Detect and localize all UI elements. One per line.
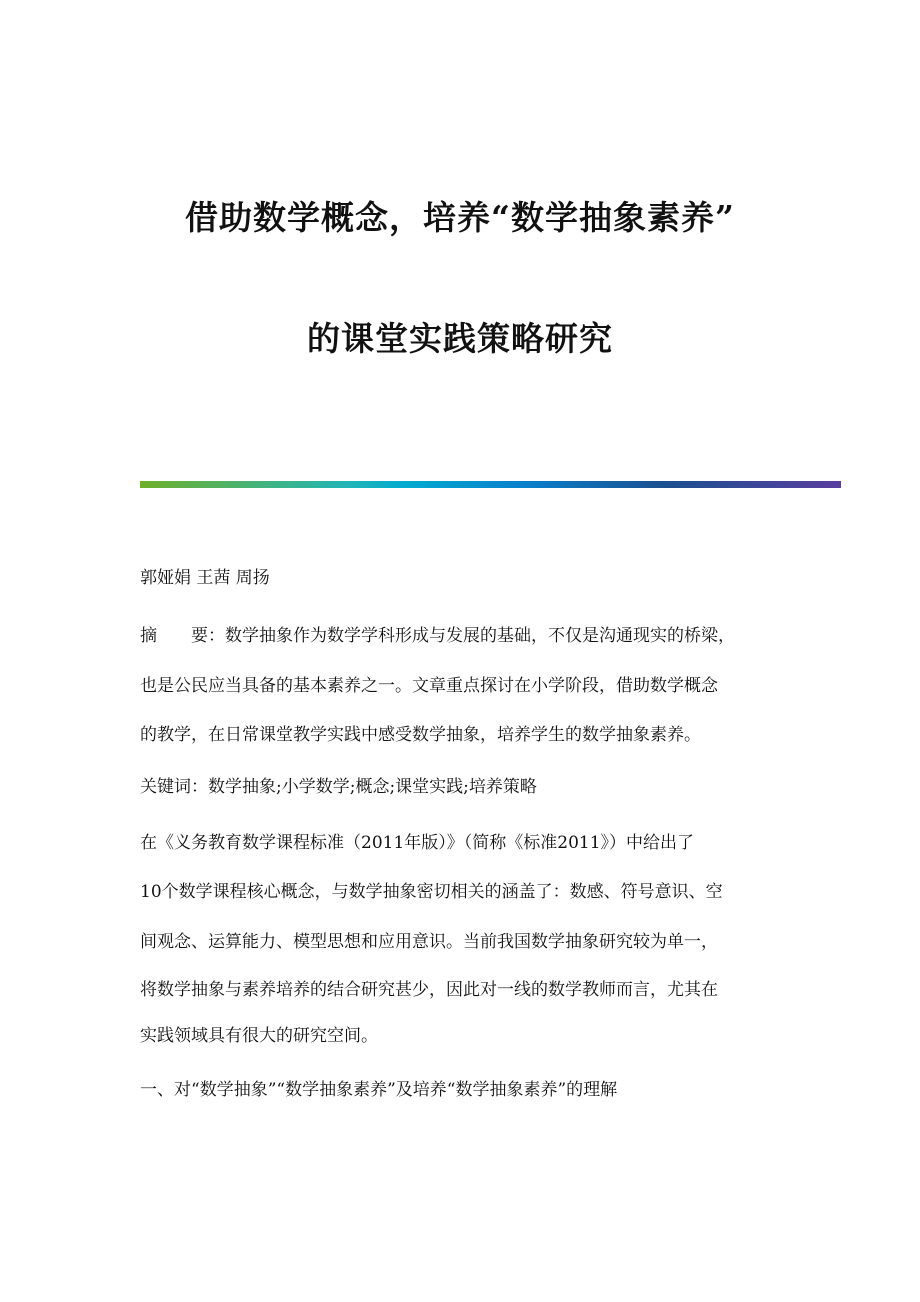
abstract-line: 的教学，在日常课堂教学实践中感受数学抽象，培养学生的数学抽象素养。 bbox=[140, 725, 701, 745]
gradient-divider bbox=[140, 481, 841, 488]
abstract-line: 也是公民应当具备的基本素养之一。文章重点探讨在小学阶段，借助数学概念 bbox=[140, 676, 718, 696]
abstract-line: 摘 要：数学抽象作为数学学科形成与发展的基础，不仅是沟通现实的桥梁， bbox=[140, 626, 735, 646]
body-line: 实践领域具有很大的研究空间。 bbox=[140, 1026, 378, 1046]
document-title-line-1: 借助数学概念，培养“数学抽象素养” bbox=[185, 198, 735, 237]
section-heading: 一、对“数学抽象”“数学抽象素养”及培养“数学抽象素养”的理解 bbox=[140, 1080, 618, 1100]
body-line: 在《义务教育数学课程标准（2011年版）》（简称《标准2011》）中给出了 bbox=[140, 833, 695, 853]
authors: 郭娅娟 王茜 周扬 bbox=[140, 568, 270, 588]
body-line: 10个数学课程核心概念，与数学抽象密切相关的涵盖了：数感、符号意识、空 bbox=[140, 882, 723, 902]
body-line: 将数学抽象与素养培养的结合研究甚少，因此对一线的数学教师而言，尤其在 bbox=[140, 980, 718, 1000]
document-title-line-2: 的课堂实践策略研究 bbox=[307, 319, 613, 358]
body-line: 间观念、运算能力、模型思想和应用意识。当前我国数学抽象研究较为单一， bbox=[140, 932, 718, 952]
keywords: 关键词：数学抽象;小学数学;概念;课堂实践;培养策略 bbox=[140, 777, 537, 797]
